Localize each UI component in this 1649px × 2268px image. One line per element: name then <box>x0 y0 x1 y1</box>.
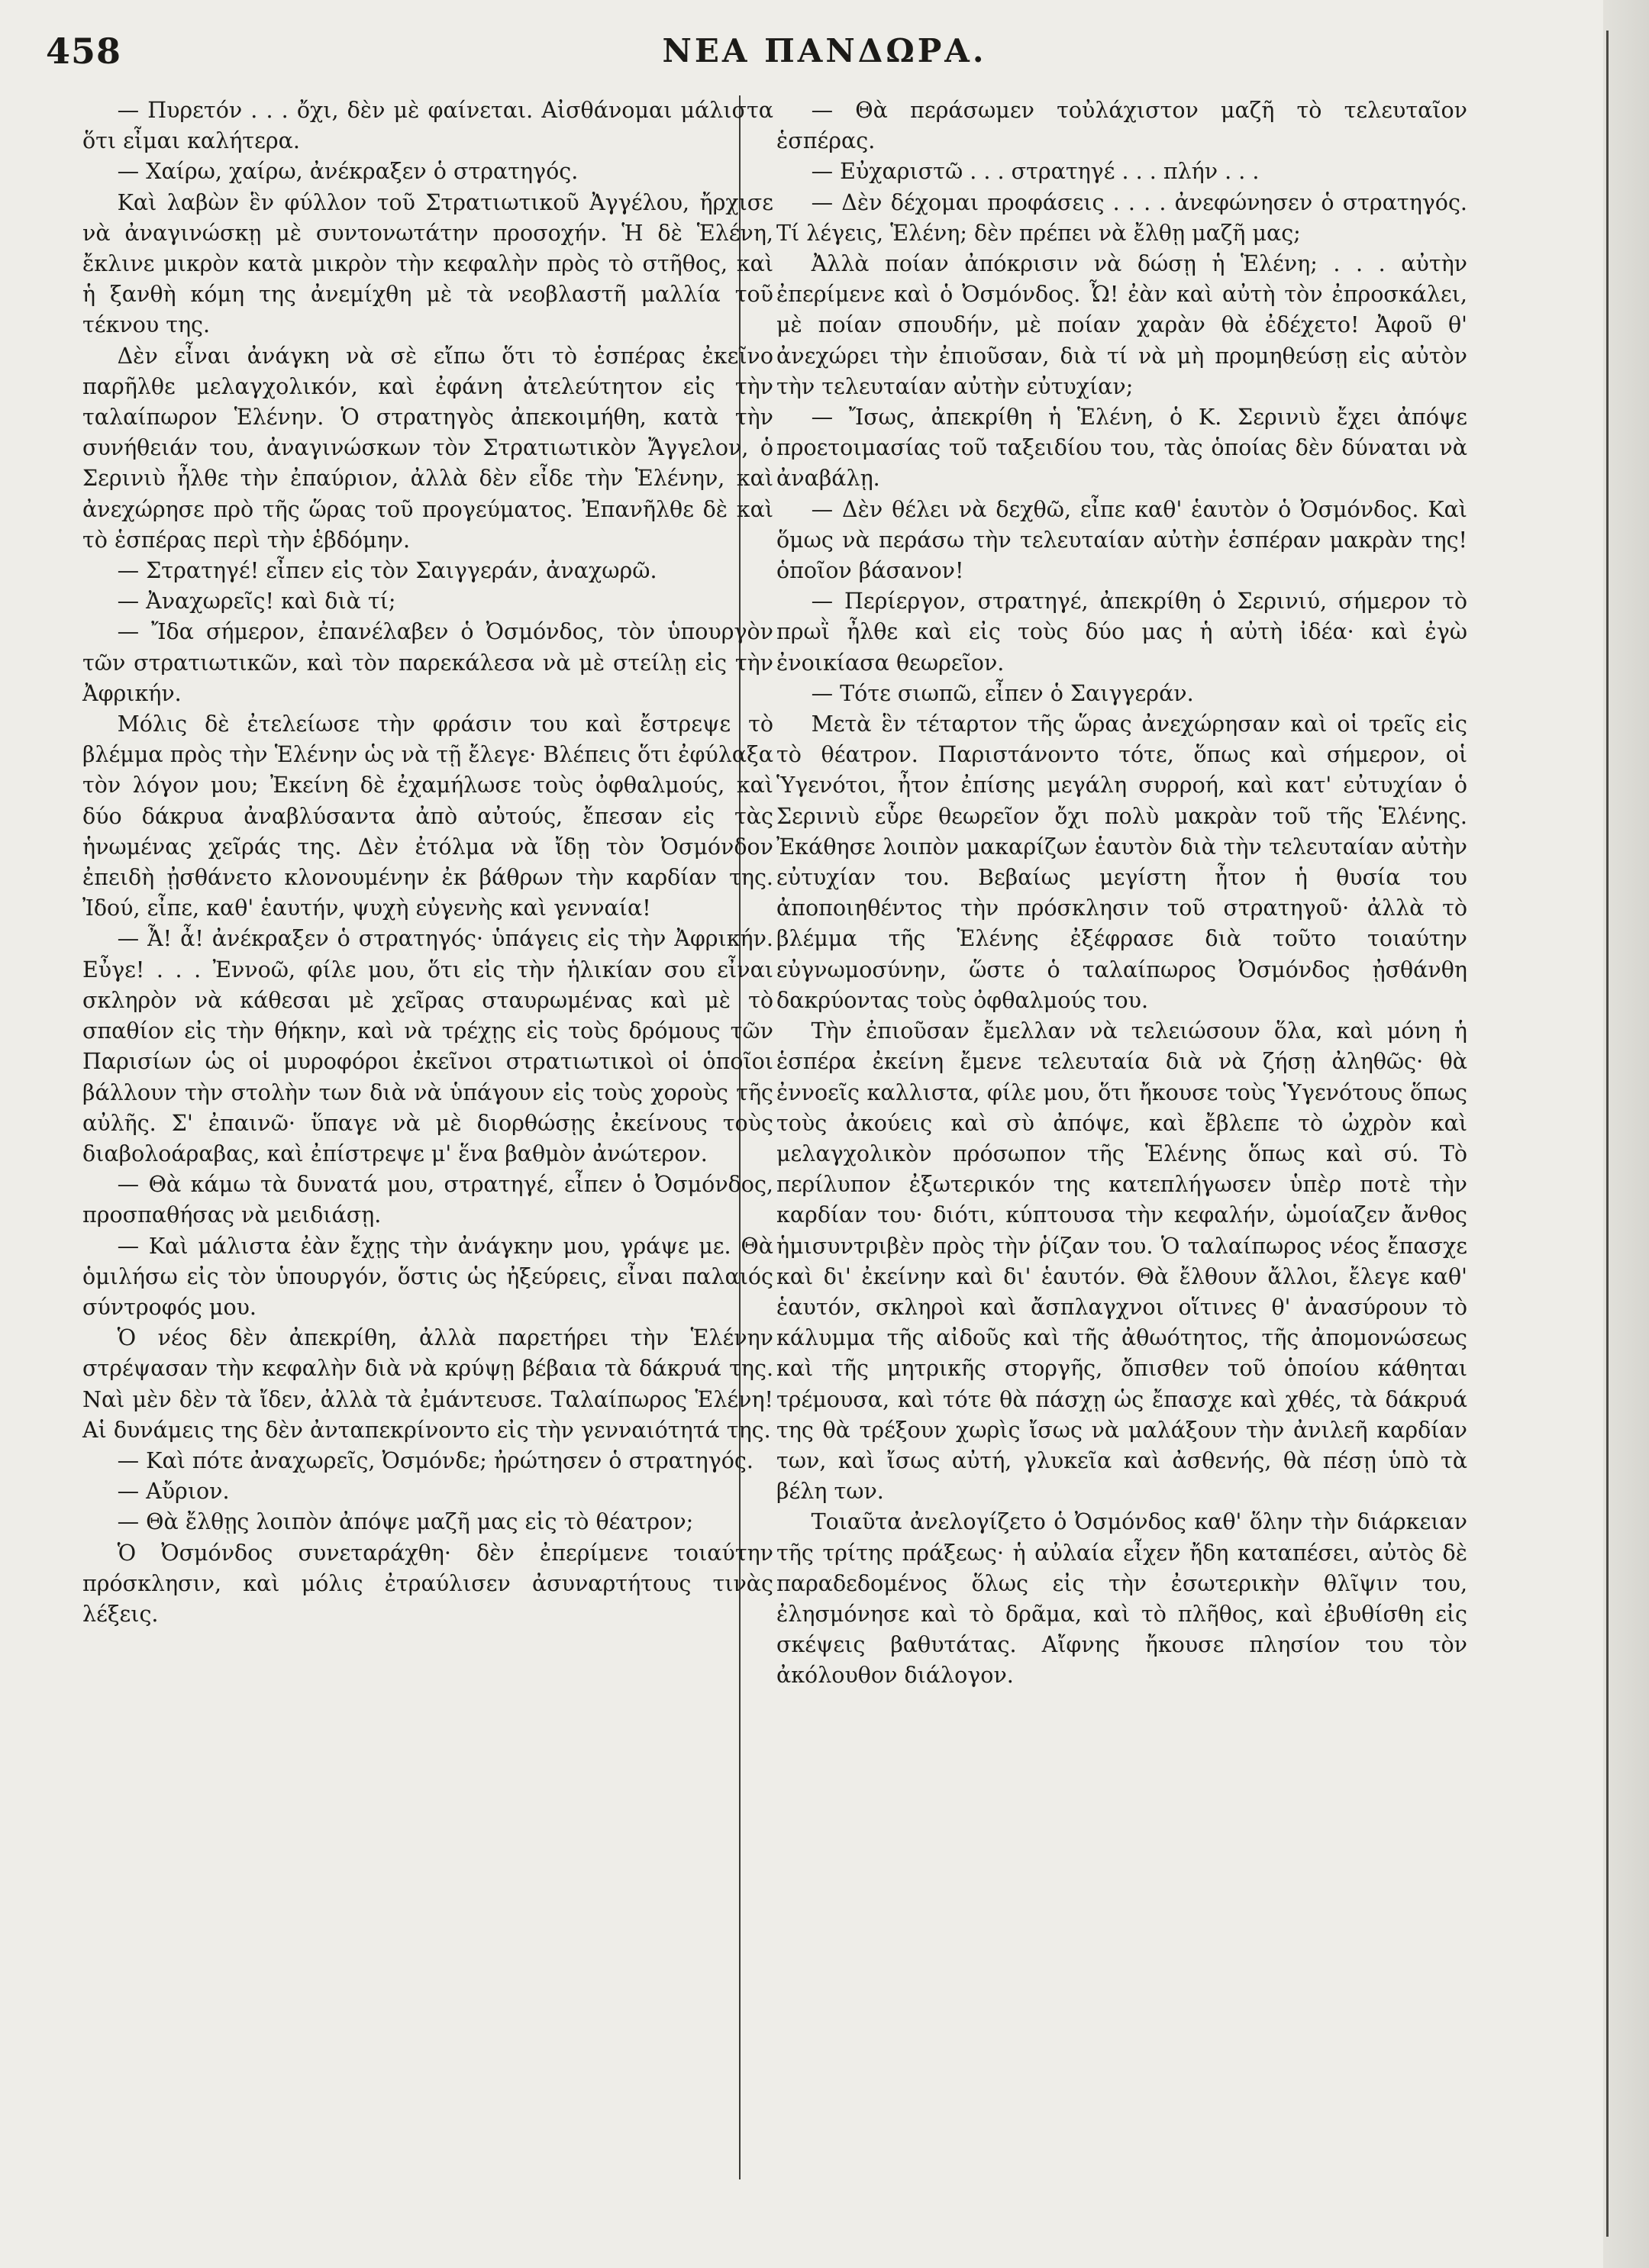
paragraph: Μόλις δὲ ἐτελείωσε τὴν φράσιν του καὶ ἔστρεψε τὸ βλέμμα πρὸς τὴν Ἑλένην ὡς νὰ τῇ ἔλεγε· Βλέπεις ὅτι ἐφύλαξα τὸν λόγον μου; Ἐκείνη δὲ ἐχαμήλωσε τοὺς ὀφθαλμούς, καὶ δύο δάκρυα ἀναβλύσαντα ἀπὸ αὐτούς, ἔπεσαν εἰς τὰς ἡνωμένας χεῖράς της. Δὲν ἐτόλμα νὰ ἴδῃ τὸν Ὀσμόνδον ἐπειδὴ ᾐσθάνετο κλονουμένην ἐκ βάθρων τὴν καρδίαν της. Ἰδού, εἶπε, καθ' ἑαυτήν, ψυχὴ εὐγενὴς καὶ γενναία! <box>82 711 773 921</box>
paragraph: — Εὐχαριστῶ . . . στρατηγέ . . . πλήν . . . <box>811 159 1260 185</box>
page-edge-shadow <box>1603 0 1649 2268</box>
paragraph: Καὶ λαβὼν ἓν φύλλον τοῦ Στρατιωτικοῦ Ἀγγέλου, ἤρχισε νὰ ἀναγινώσκῃ μὲ συντονωτάτην προσοχήν. Ἡ δὲ Ἑλένη, ἔκλινε μικρὸν κατὰ μικρὸν τὴν κεφαλὴν πρὸς τὸ στῆθος, καὶ ἡ ξανθὴ κόμη της ἀνεμίχθη μὲ τὰ νεοβλαστῆ μαλλία τοῦ τέκνου της. <box>82 189 773 338</box>
binding-rule <box>1606 31 1609 2237</box>
paragraph: Ὁ νέος δὲν ἀπεκρίθη, ἀλλὰ παρετήρει τὴν Ἑλένην στρέψασαν τὴν κεφαλὴν διὰ νὰ κρύψῃ βέβαια τὰ δάκρυά της. Ναὶ μὲν δὲν τὰ ἴδεν, ἀλλὰ τὰ ἐμάντευσε. Ταλαίπωρος Ἑλένη! Αἱ δυνάμεις της δὲν ἀνταπεκρίνοντο εἰς τὴν γενναιότητά της. <box>82 1325 773 1443</box>
paragraph: — Δὲν δέχομαι προφάσεις . . . . ἀνεφώνησεν ὁ στρατηγός. Τί λέγεις, Ἑλένη; δὲν πρέπει νὰ ἔλθῃ μαζῆ μας; <box>776 189 1467 246</box>
paragraph: — Πυρετόν . . . ὄχι, δὲν μὲ φαίνεται. Αἰσθάνομαι μάλιστα ὅτι εἶμαι καλήτερα. <box>82 98 773 154</box>
right-column <box>776 95 1467 1692</box>
paragraph: — Στρατηγέ! εἶπεν εἰς τὸν Σαιγγεράν, ἀναχωρῶ. <box>117 558 657 584</box>
page-number: 458 <box>46 31 122 72</box>
paragraph: Ἀλλὰ ποίαν ἀπόκρισιν νὰ δώσῃ ἡ Ἑλένη; . . . αὐτὴν ἐπερίμενε καὶ ὁ Ὀσμόνδος. Ὦ! ἐὰν καὶ αὐτὴ τὸν ἐπροσκάλει, μὲ ποίαν σπουδήν, μὲ ποίαν χαρὰν θὰ ἐδέχετο! Ἀφοῦ θ' ἀνεχώρει τὴν ἐπιοῦσαν, διὰ τί νὰ μὴ προμηθεύσῃ εἰς αὐτὸν τὴν τελευταίαν αὐτὴν εὐτυχίαν; <box>776 251 1467 399</box>
paragraph: — Τότε σιωπῶ, εἶπεν ὁ Σαιγγεράν. <box>811 680 1194 706</box>
paragraph: Δὲν εἶναι ἀνάγκη νὰ σὲ εἴπω ὅτι τὸ ἑσπέρας ἐκεῖνο παρῆλθε μελαγχολικόν, καὶ ἐφάνη ἀτελεύτητον εἰς τὴν ταλαίπωρον Ἑλένην. Ὁ στρατηγὸς ἀπεκοιμήθη, κατὰ τὴν συνήθειάν του, ἀναγινώσκων τὸν Στρατιωτικὸν Ἄγγελον, ὁ Σερινιὺ ἦλθε τὴν ἐπαύριον, ἀλλὰ δὲν εἶδε τὴν Ἑλένην, καὶ ἀνεχώρησε πρὸ τῆς ὥρας τοῦ προγεύματος. Ἐπανῆλθε δὲ καὶ τὸ ἑσπέρας περὶ τὴν ἑβδόμην. <box>82 343 773 553</box>
paragraph: Τοιαῦτα ἀνελογίζετο ὁ Ὀσμόνδος καθ' ὅλην τὴν διάρκειαν τῆς τρίτης πράξεως· ἡ αὐλαία εἶχεν ἤδη καταπέσει, αὐτὸς δὲ παραδεδομένος ὅλως εἰς τὴν ἐσωτερικὴν θλῖψιν του, ἐλησμόνησε καὶ τὸ δρᾶμα, καὶ τὸ πλῆθος, καὶ ἐβυθίσθη εἰς σκέψεις βαθυτάτας. Αἴφνης ἤκουσε πλησίον του τὸν ἀκόλουθον διάλογον. <box>776 1509 1467 1689</box>
paragraph: — Αὔριον. <box>117 1479 230 1505</box>
paragraph: Ὁ Ὀσμόνδος συνεταράχθη· δὲν ἐπερίμενε τοιαύτην πρόσκλησιν, καὶ μόλις ἐτραύλισεν ἀσυναρτήτους τινὰς λέξεις. <box>82 1540 773 1627</box>
left-column <box>82 95 773 1630</box>
paragraph: — Περίεργον, στρατηγέ, ἀπεκρίθη ὁ Σερινιύ, σήμερον τὸ πρωῒ ἦλθε καὶ εἰς τοὺς δύο μας ἡ αὐτὴ ἰδέα· καὶ ἐγὼ ἐνοικίασα θεωρεῖον. <box>776 589 1467 676</box>
paragraph: — Θὰ ἔλθῃς λοιπὸν ἀπόψε μαζῆ μας εἰς τὸ θέατρον; <box>117 1509 694 1535</box>
paragraph: — Καὶ πότε ἀναχωρεῖς, Ὀσμόνδε; ἠρώτησεν ὁ στρατηγός. <box>117 1447 754 1473</box>
paragraph: — Θὰ κάμω τὰ δυνατά μου, στρατηγέ, εἶπεν ὁ Ὀσμόνδος, προσπαθήσας νὰ μειδιάσῃ. <box>82 1172 773 1228</box>
paragraph: — Ἀναχωρεῖς! καὶ διὰ τί; <box>117 589 396 615</box>
paragraph: — Ἆ! ἆ! ἀνέκραξεν ὁ στρατηγός· ὑπάγεις εἰς τὴν Ἀφρικήν. Εὖγε! . . . Ἐννοῶ, φίλε μου, ὅτι εἰς τὴν ἡλικίαν σου εἶναι σκληρὸν νὰ κάθεσαι μὲ χεῖρας σταυρωμένας καὶ μὲ τὸ σπαθίον εἰς τὴν θήκην, καὶ νὰ τρέχῃς εἰς τοὺς δρόμους τῶν Παρισίων ὡς οἱ μυροφόροι ἐκεῖνοι στρατιωτικοὶ οἱ ὁποῖοι βάλλουν τὴν στολὴν των διὰ νὰ ὑπάγουν εἰς τοὺς χοροὺς τῆς αὐλῆς. Σ' ἐπαινῶ· ὕπαγε νὰ μὲ διορθώσῃς ἐκείνους τοὺς διαβολοάραβας, καὶ ἐπίστρεψε μ' ἕνα βαθμὸν ἀνώτερον. <box>82 926 773 1166</box>
page-header <box>46 31 1603 84</box>
paragraph: — Ἴδα σήμερον, ἐπανέλαβεν ὁ Ὀσμόνδος, τὸν ὑπουργὸν τῶν στρατιωτικῶν, καὶ τὸν παρεκάλεσα νὰ μὲ στείλῃ εἰς τὴν Ἀφρικήν. <box>82 619 773 706</box>
paragraph: — Ἴσως, ἀπεκρίθη ἡ Ἑλένη, ὁ Κ. Σερινιὺ ἔχει ἀπόψε προετοιμασίας τοῦ ταξειδίου του, τὰς ὁποίας δὲν δύναται νὰ ἀναβάλῃ. <box>776 405 1467 492</box>
running-title: ΝΕΑ ΠΑΝΔΩΡΑ. <box>662 32 987 69</box>
paragraph: — Θὰ περάσωμεν τοὐλάχιστον μαζῆ τὸ τελευταῖον ἑσπέρας. <box>776 98 1467 154</box>
paragraph: Τὴν ἐπιοῦσαν ἔμελλαν νὰ τελειώσουν ὅλα, καὶ μόνη ἡ ἑσπέρα ἐκείνη ἔμενε τελευταία διὰ νὰ ζήσῃ ἀληθῶς· θὰ ἐννοεῖς καλλιστα, φίλε μου, ὅτι ἤκουσε τοὺς Ὑγενότους ὅπως τοὺς ἀκούεις καὶ σὺ ἀπόψε, καὶ ἔβλεπε τὸ ὠχρὸν καὶ μελαγχολικὸν πρόσωπον τῆς Ἑλένης ὅπως καὶ σύ. Τὸ περίλυπον ἐξωτερικόν της κατεπλήγωσεν ὑπὲρ ποτὲ τὴν καρδίαν του· διότι, κύπτουσα τὴν κεφαλήν, ὡμοίαζεν ἄνθος ἡμισυντριβὲν πρὸς τὴν ῥίζαν του. Ὁ ταλαίπωρος νέος ἔπασχε καὶ δι' ἐκείνην καὶ δι' ἑαυτόν. Θὰ ἔλθουν ἄλλοι, ἔλεγε καθ' ἑαυτόν, σκληροὶ καὶ ἄσπλαγχνοι οἵτινες θ' ἀνασύρουν τὸ κάλυμμα τῆς αἰδοῦς καὶ τῆς ἀθωότητος, τῆς ἀπομονώσεως καὶ τῆς μητρικῆς στοργῆς, ὄπισθεν τοῦ ὁποίου κάθηται τρέμουσα, καὶ τότε θὰ πάσχῃ ὡς ἔπασχε καὶ χθές, τὰ δάκρυά της θὰ τρέξουν χωρὶς ἴσως νὰ μαλάξουν τὴν ἀνιλεῆ καρδίαν των, καὶ ἴσως αὐτή, γλυκεῖα καὶ ἀσθενής, θὰ πέσῃ ὑπὸ τὰ βέλη των. <box>776 1018 1467 1505</box>
paragraph: — Καὶ μάλιστα ἐὰν ἔχῃς τὴν ἀνάγκην μου, γράψε με. Θὰ ὁμιλήσω εἰς τὸν ὑπουργόν, ὅστις ὡς ἠξεύρεις, εἶναι παλαιός σύντροφός μου. <box>82 1233 773 1320</box>
paragraph: — Χαίρω, χαίρω, ἀνέκραξεν ὁ στρατηγός. <box>117 159 579 185</box>
paragraph: Μετὰ ἓν τέταρτον τῆς ὥρας ἀνεχώρησαν καὶ οἱ τρεῖς εἰς τὸ θέατρον. Παριστάνοντο τότε, ὅπως καὶ σήμερον, οἱ Ὑγενότοι, ἦτον ἐπίσης μεγάλη συρροή, καὶ κατ' εὐτυχίαν ὁ Σερινιὺ εὗρε θεωρεῖον ὄχι πολὺ μακρὰν τοῦ τῆς Ἑλένης. Ἐκάθησε λοιπὸν μακαρίζων ἑαυτὸν διὰ τὴν τελευταίαν αὐτὴν εὐτυχίαν του. Βεβαίως μεγίστη ἦτον ἡ θυσία του ἀποποιηθέντος τὴν πρόσκλησιν τοῦ στρατηγοῦ· ἀλλὰ τὸ βλέμμα τῆς Ἑλένης ἐξέφρασε διὰ τοῦτο τοιαύτην εὐγνωμοσύνην, ὥστε ὁ ταλαίπωρος Ὀσμόνδος ᾐσθάνθη δακρύοντας τοὺς ὀφθαλμούς του. <box>776 711 1467 1013</box>
paragraph: — Δὲν θέλει νὰ δεχθῶ, εἶπε καθ' ἑαυτὸν ὁ Ὀσμόνδος. Καὶ ὅμως νὰ περάσω τὴν τελευταίαν αὐτὴν ἑσπέραν μακρὰν της! ὁποῖον βάσανον! <box>776 496 1467 584</box>
